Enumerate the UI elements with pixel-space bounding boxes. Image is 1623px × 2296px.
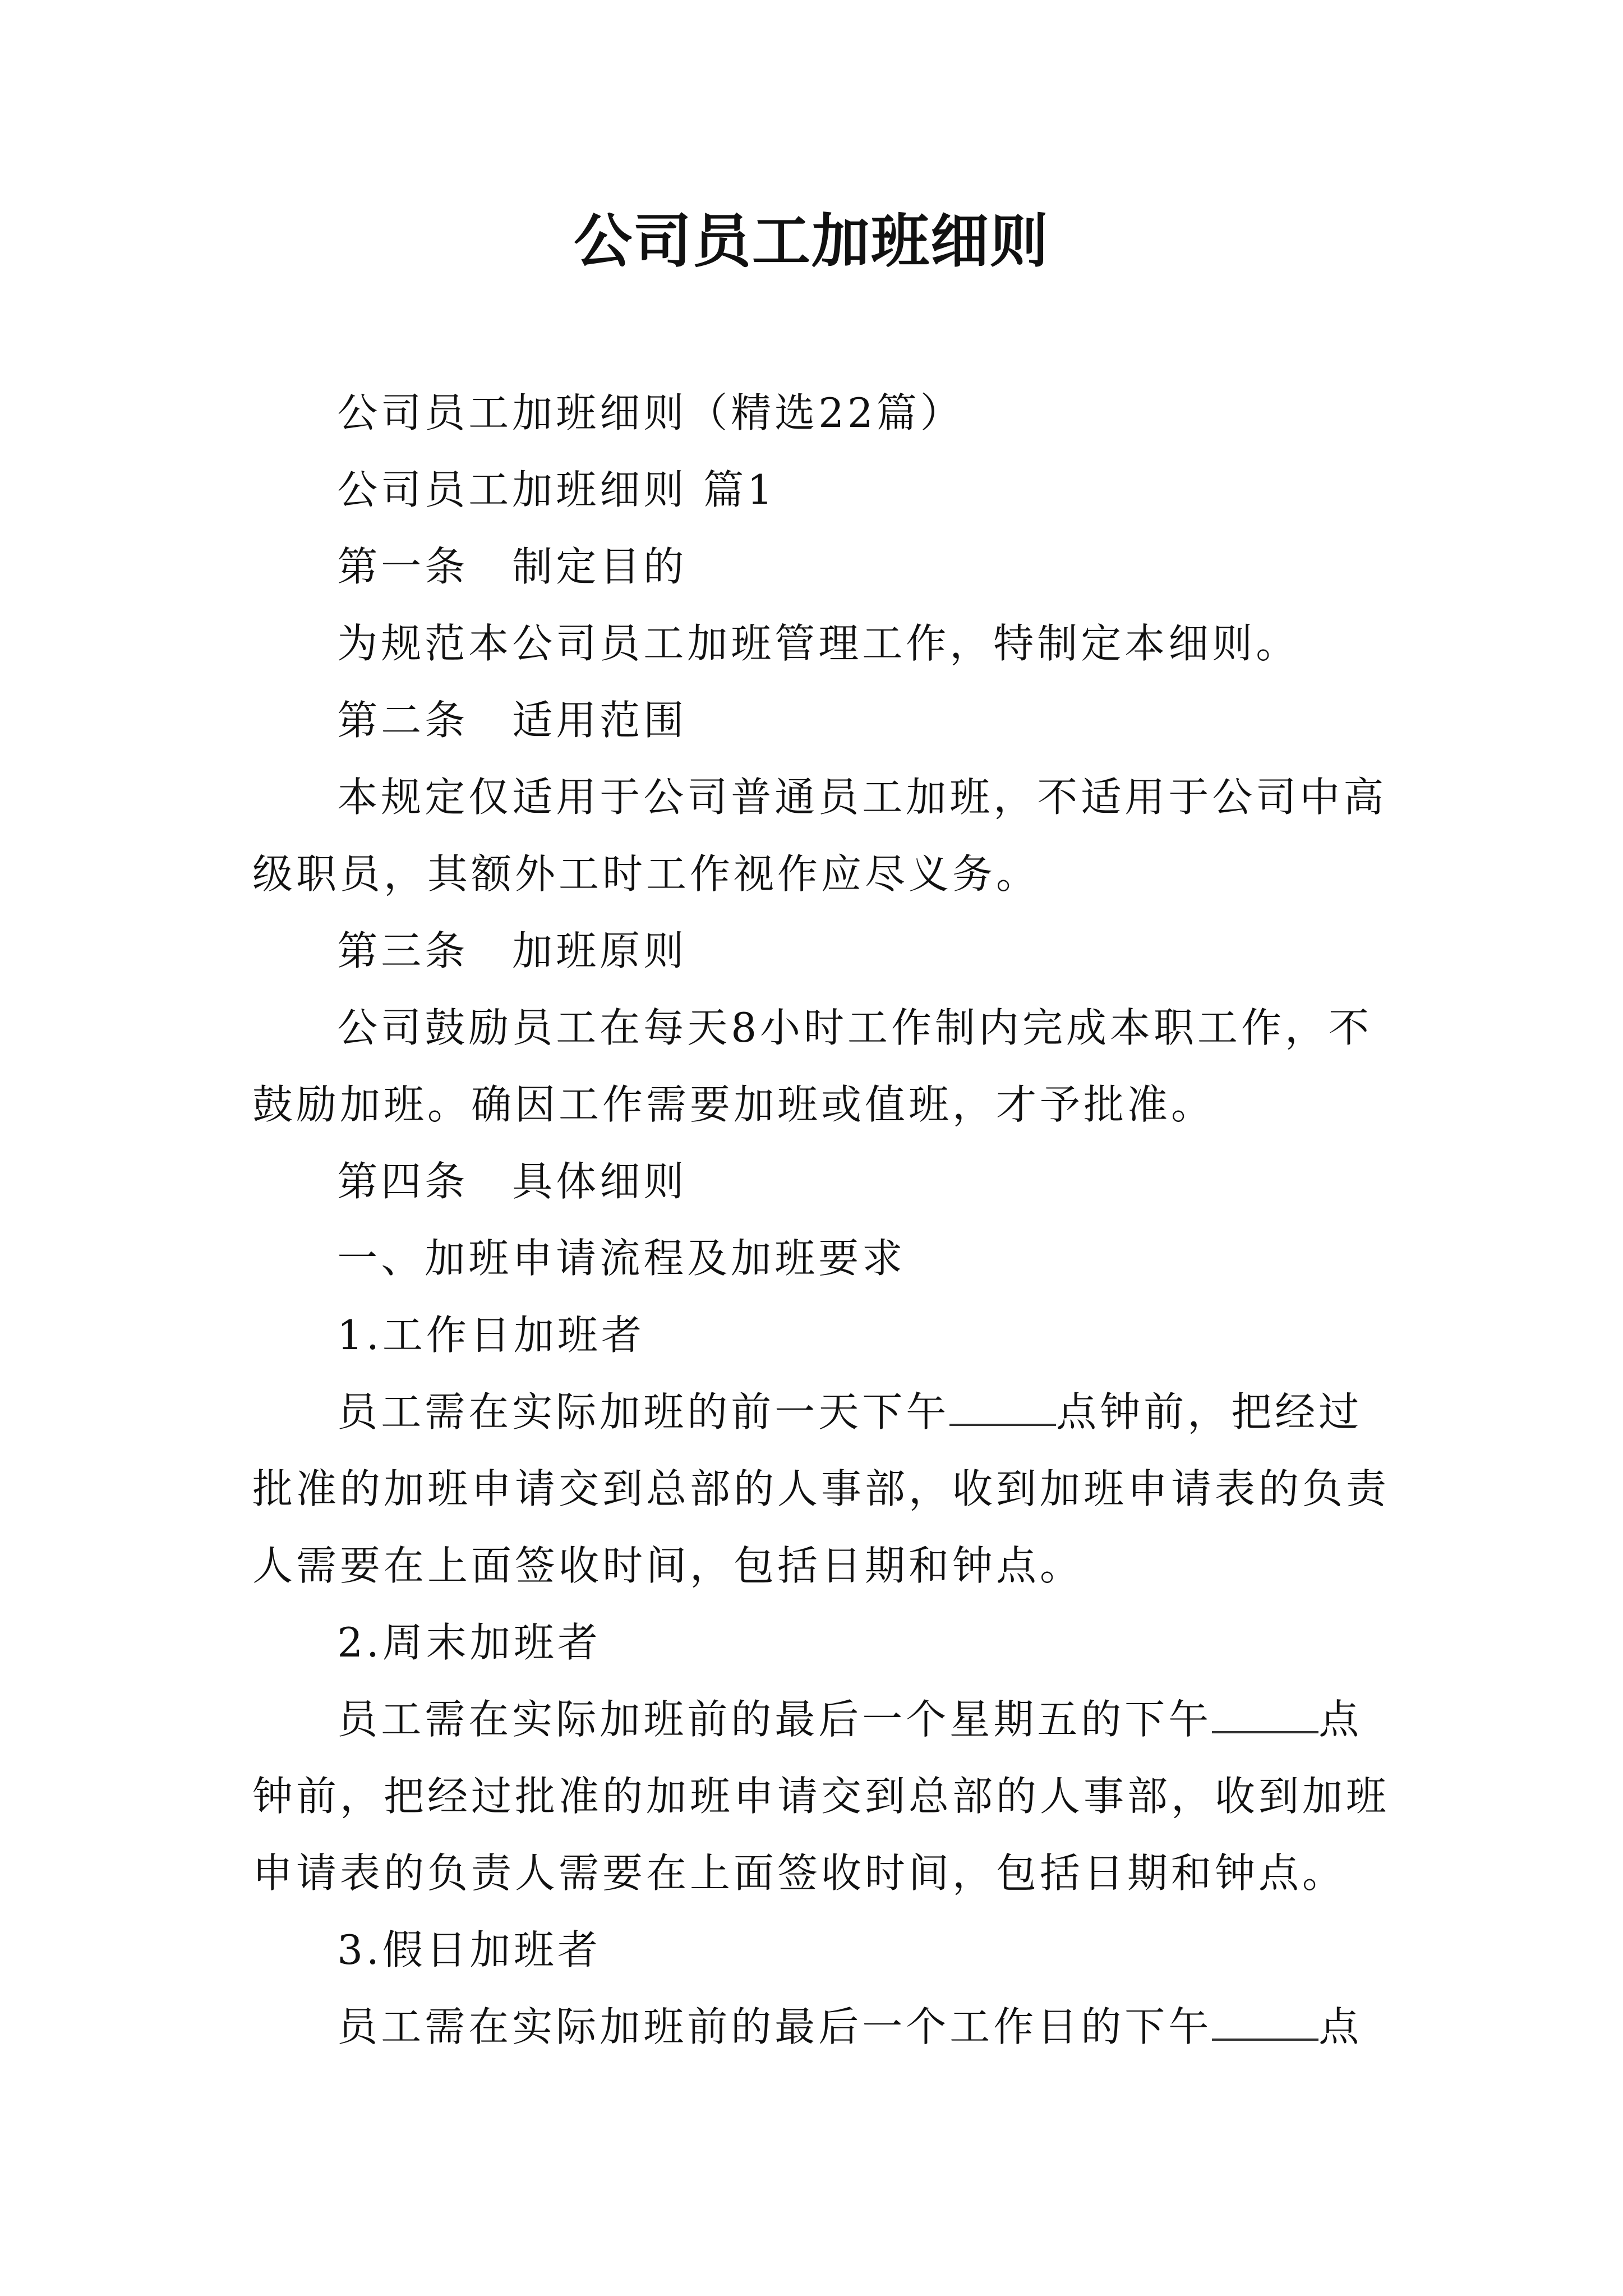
fill-in-blank: [1212, 2005, 1318, 2041]
paragraph: 为规范本公司员工加班管理工作，特制定本细则。: [337, 620, 1300, 667]
paragraph-text: 点: [1318, 2003, 1363, 2050]
fill-in-blank: [1212, 1697, 1318, 1733]
paragraph-text: 员工需在实际加班前的最后一个工作日的下午: [337, 2003, 1212, 2050]
paragraph-workday: [252, 1374, 1391, 1604]
paragraph: 公司员工加班细则 篇1: [337, 466, 776, 513]
paragraph-text: 员工需在实际加班前的最后一个星期五的下午: [337, 1696, 1212, 1743]
paragraph: 公司员工加班细则（精选22篇）: [337, 389, 964, 436]
paragraph: 第四条 具体细则: [337, 1158, 688, 1205]
paragraph: 第三条 加班原则: [337, 927, 688, 974]
paragraph-text: 员工需在实际加班的前一天下午: [337, 1388, 950, 1435]
paragraph: 本规定仅适用于公司普通员工加班，不适用于公司中高级职员，其额外工时工作视作应尽义务。: [252, 774, 1387, 898]
paragraph-text: 点钟前，把经过批准的加班申请交到总部的人事部，收到加班申请表的负责人需要在上面签收时间，包括日期和钟点。: [252, 1696, 1390, 1897]
paragraph: 1.工作日加班者: [337, 1312, 645, 1359]
paragraph-weekend: [252, 1681, 1391, 1912]
fill-in-blank: [949, 1390, 1056, 1426]
paragraph-text: 点钟前，把经过批准的加班申请交到总部的人事部，收到加班申请表的负责人需要在上面签收时间，包括日期和钟点。: [252, 1388, 1390, 1589]
paragraph: 第一条 制定目的: [337, 543, 688, 590]
paragraph: 2.周末加班者: [337, 1619, 601, 1666]
paragraph: 3.假日加班者: [337, 1926, 601, 1973]
paragraph-holiday: [252, 1989, 1391, 2065]
paragraph: 第二条 适用范围: [337, 697, 688, 744]
paragraph: 公司鼓励员工在每天8小时工作制内完成本职工作，不鼓励加班。确因工作需要加班或值班，才予批准。: [252, 1004, 1372, 1128]
page-title: 公司员工加班细则: [573, 206, 1049, 275]
paragraph: 一、加班申请流程及加班要求: [337, 1235, 906, 1282]
document-body: [252, 375, 1391, 2065]
